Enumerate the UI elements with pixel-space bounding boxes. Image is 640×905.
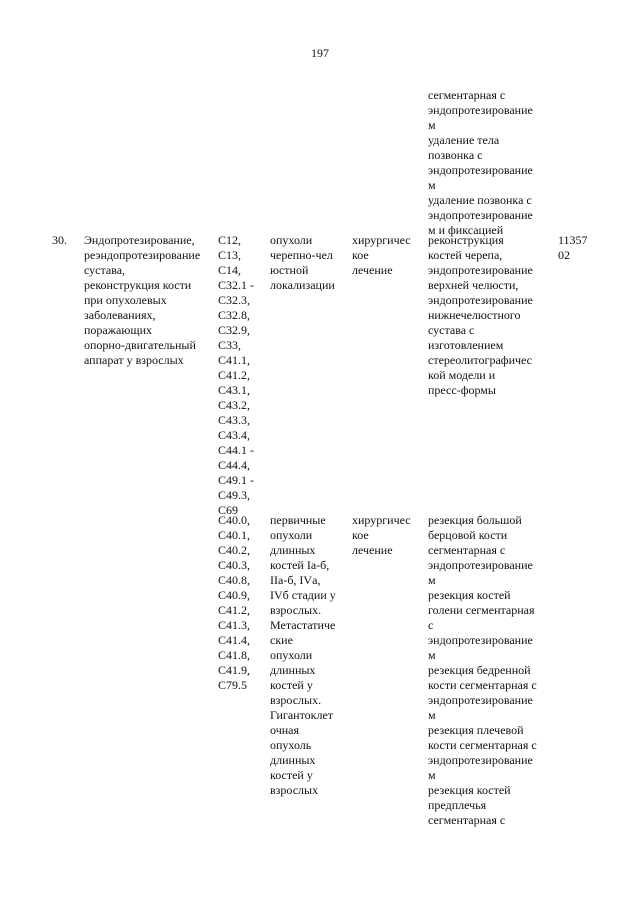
subrow-1-model: опухоли черепно-чел юстной локализации: [270, 233, 335, 292]
subrow-1-methods: реконструкция костей черепа, эндопротезирование верхней челюсти, эндопротезирование нижнечелюстного сустава с изготовлением стереолитографичес кой модели и пресс-формы: [428, 233, 533, 397]
row-number: 30.: [52, 233, 67, 247]
continued-methods: сегментарная с эндопротезирование м удаление тела позвонка с эндопротезирование м удаление позвонка с эндопротезирование м и фиксацией: [428, 88, 533, 237]
subrow-2-methods: резекция большой берцовой кости сегментарная с эндопротезирование м резекция костей голени сегментарная с эндопротезирование м резекция бедренной кости сегментарная с эндопротезирование м резекция плечевой кости сегментарная с эндопротезирование м резекция костей предплечья сегментарная с: [428, 513, 537, 827]
subrow-2-model: первичные опухоли длинных костей Iа-б, IIа-б, IVа, IVб стадии у взрослых. Метастатиче ские опухоли длинных костей у взрослых. Гигантоклет очная опухоль длинных костей у взрослых: [270, 513, 336, 797]
row-norm: 11357 02: [558, 233, 588, 262]
page-number: 197: [311, 46, 329, 60]
subrow-1-codes: C12, C13, C14, C32.1 - C32.3, C32.8, C32.9, C33, C41.1, C41.2, C43.1, C43.2, C43.3, C43.4, C44.1 - C44.4, C49.1 - C49.3, C69: [218, 233, 254, 517]
subrow-1-treatment-type: хирургичес кое лечение: [352, 233, 411, 277]
subrow-2-treatment-type: хирургичес кое лечение: [352, 513, 411, 557]
row-name: Эндопротезирование, реэндопротезирование сустава, реконструкция кости при опухолевых заболеваниях, поражающих опорно-двигательный аппарат у взрослых: [84, 233, 201, 367]
subrow-2-codes: C40.0, C40.1, C40.2, C40.3, C40.8, C40.9, C41.2, C41.3, C41.4, C41.8, C41.9, C79.5: [218, 513, 251, 692]
